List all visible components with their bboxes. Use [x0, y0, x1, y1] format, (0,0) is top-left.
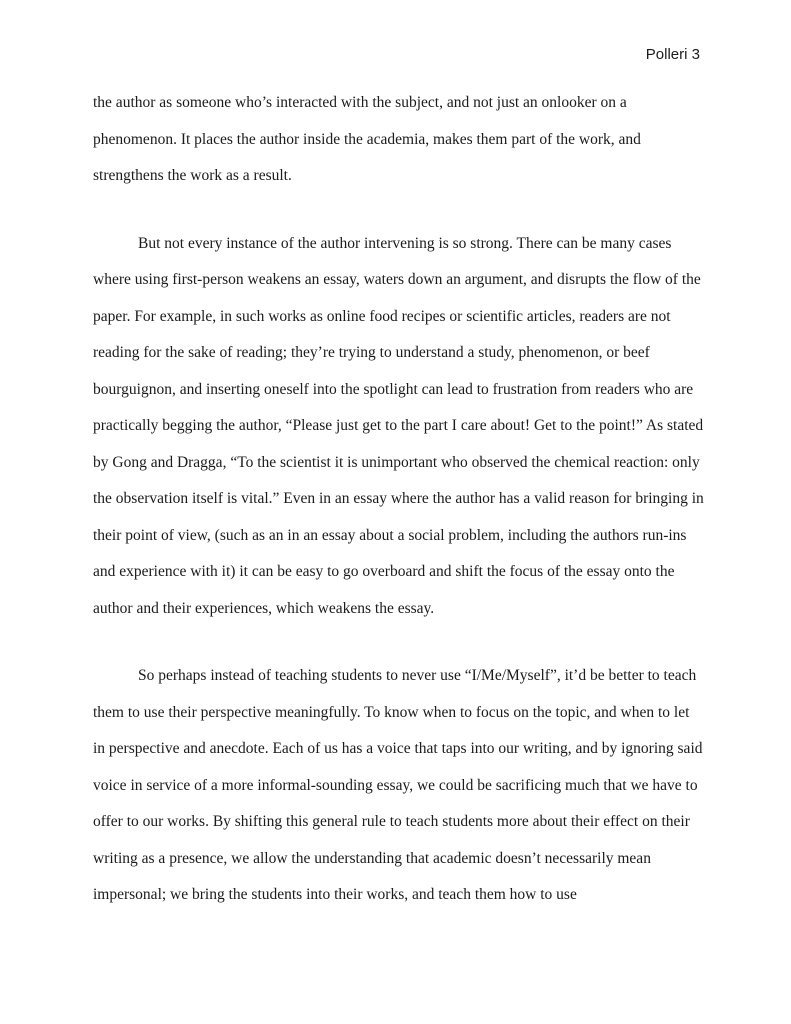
essay-body: [93, 85, 705, 945]
page-number-label: Polleri 3: [645, 46, 700, 63]
paragraph: But not every instance of the author intervening is so strong. There can be many cases where using first-person weakens an essay, waters down an argument, and disrupts the flow of the paper. For example, in such works as online food recipes or scientific articles, readers are not reading for the sake of reading; they’re trying to understand a study, phenomenon, or beef bourguignon, and inserting oneself into the spotlight can lead to frustration from readers who are practically begging the author, “Please just get to the part I care about! Get to the point!” As stated by Gong and Dragga, “To the scientist it is unimportant who observed the chemical reaction: only the observation itself is vital.” Even in an essay where the author has a valid reason for bringing in their point of view, (such as an in an essay about a social problem, including the authors run-ins and experience with it) it can be easy to go overboard and shift the focus of the essay onto the author and their experiences, which weakens the essay.: [93, 234, 704, 617]
page-header: [0, 46, 700, 63]
paragraph-continuation: the author as someone who’s interacted with the subject, and not just an onlooker on a phenomenon. It places the author inside the academia, makes them part of the work, and strengthens the work as a result.: [93, 94, 641, 184]
paragraph: So perhaps instead of teaching students to never use “I/Me/Myself”, it’d be better to teach them to use their perspective meaningfully. To know when to focus on the topic, and when to let in perspective and anecdote. Each of us has a voice that taps into our writing, and by ignoring said voice in service of a more informal-sounding essay, we could be sacrificing much that we have to offer to our works. By shifting this general rule to teach students more about their effect on their writing as a presence, we allow the understanding that academic doesn’t necessarily mean impersonal; we bring the students into their works, and teach them how to use: [93, 667, 703, 903]
